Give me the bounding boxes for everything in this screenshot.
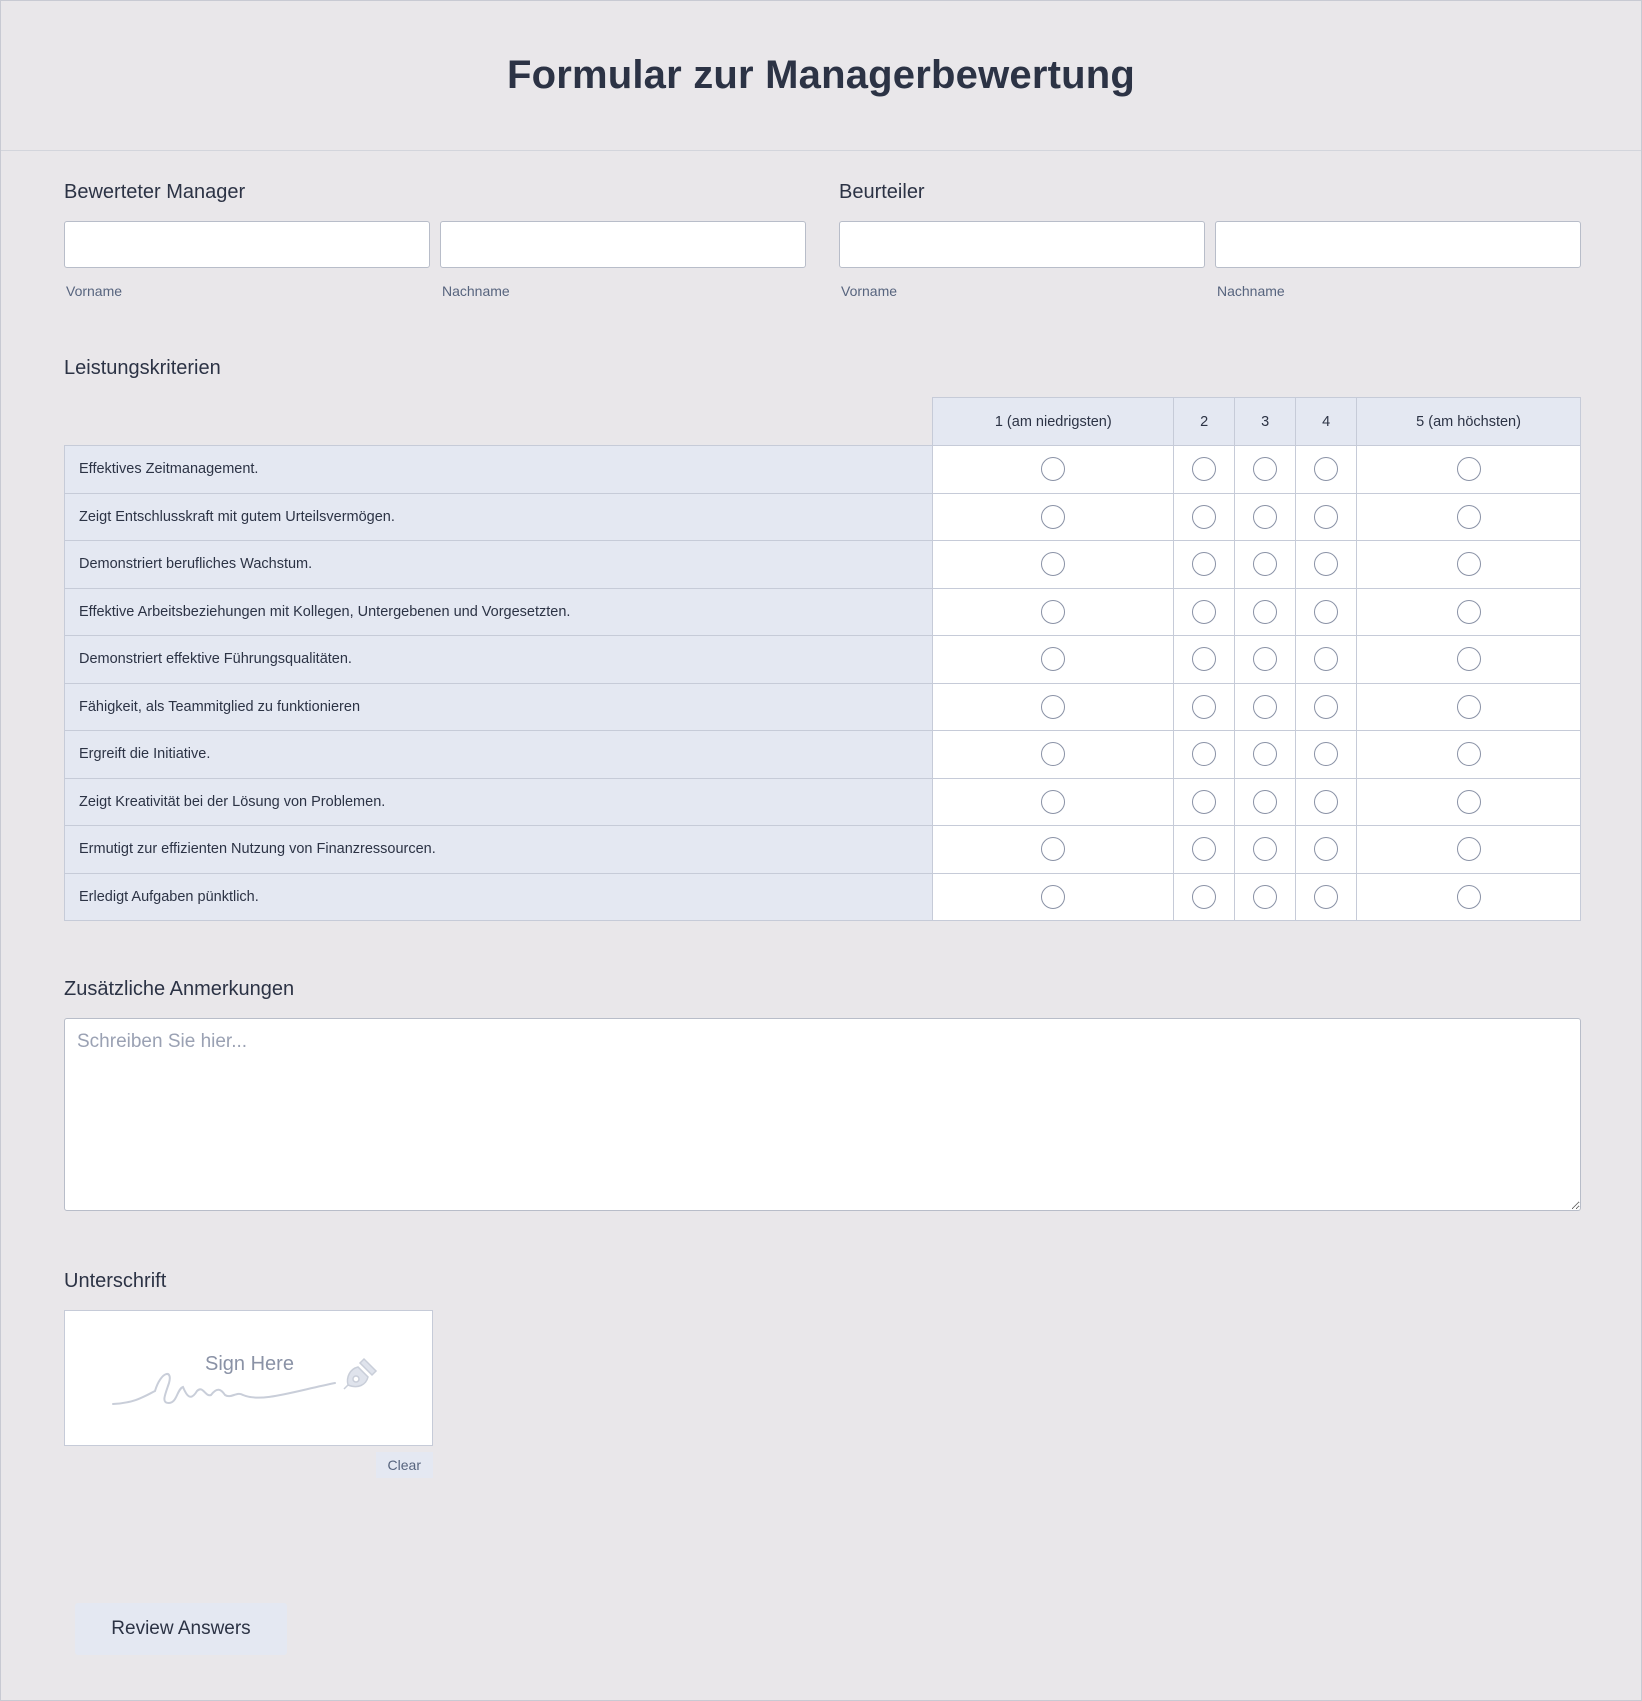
rating-radio[interactable] (1041, 742, 1065, 766)
matrix-row-label: Ermutigt zur effizienten Nutzung von Finanzressourcen. (65, 826, 933, 874)
matrix-cell (1357, 873, 1581, 921)
rating-radio[interactable] (1253, 837, 1277, 861)
matrix-row-label: Zeigt Entschlusskraft mit gutem Urteilsvermögen. (65, 493, 933, 541)
matrix-cell (1174, 778, 1235, 826)
matrix-cell (1174, 873, 1235, 921)
matrix-cell (1235, 636, 1296, 684)
rating-radio[interactable] (1192, 885, 1216, 909)
matrix-row (65, 636, 1581, 684)
matrix-cell (1174, 446, 1235, 494)
matrix-cell (933, 826, 1174, 874)
rating-radio[interactable] (1457, 552, 1481, 576)
rating-radio[interactable] (1192, 647, 1216, 671)
matrix-row-label: Zeigt Kreativität bei der Lösung von Problemen. (65, 778, 933, 826)
matrix-column-header: 4 (1296, 398, 1357, 446)
matrix-row (65, 873, 1581, 921)
matrix-cell (1296, 826, 1357, 874)
rating-radio[interactable] (1192, 695, 1216, 719)
manager-first-name-sublabel: Vorname (66, 283, 123, 299)
matrix-cell (933, 873, 1174, 921)
clear-signature-button[interactable]: Clear (376, 1452, 433, 1478)
matrix-cell (1235, 493, 1296, 541)
matrix-cell (1296, 778, 1357, 826)
rating-radio[interactable] (1457, 695, 1481, 719)
rating-radio[interactable] (1314, 552, 1338, 576)
manager-last-name-sublabel: Nachname (442, 283, 510, 299)
rating-radio[interactable] (1041, 600, 1065, 624)
matrix-cell (933, 636, 1174, 684)
matrix-cell (933, 683, 1174, 731)
rating-radio[interactable] (1253, 505, 1277, 529)
rating-radio[interactable] (1041, 885, 1065, 909)
matrix-cell (1235, 778, 1296, 826)
matrix-cell (1357, 826, 1581, 874)
rating-radio[interactable] (1457, 647, 1481, 671)
rating-radio[interactable] (1041, 552, 1065, 576)
rating-radio[interactable] (1192, 505, 1216, 529)
rating-radio[interactable] (1457, 885, 1481, 909)
pen-nib-icon (338, 1351, 382, 1395)
matrix-cell (933, 778, 1174, 826)
rating-radio[interactable] (1314, 742, 1338, 766)
manager-label: Bewerteter Manager (64, 181, 246, 203)
rating-radio[interactable] (1041, 457, 1065, 481)
form-content (1, 181, 1641, 1478)
rating-radio[interactable] (1314, 505, 1338, 529)
manager-name-group (64, 181, 805, 299)
rating-radio[interactable] (1253, 647, 1277, 671)
signature-label: Unterschrift (64, 1270, 167, 1292)
matrix-cell (1296, 588, 1357, 636)
matrix-row (65, 541, 1581, 589)
reviewer-first-name-input[interactable] (839, 221, 1205, 268)
criteria-label: Leistungskriterien (64, 357, 221, 379)
rating-radio[interactable] (1041, 647, 1065, 671)
matrix-column-header: 5 (am höchsten) (1357, 398, 1581, 446)
matrix-cell (1296, 493, 1357, 541)
reviewer-label: Beurteiler (839, 181, 925, 203)
rating-radio[interactable] (1457, 742, 1481, 766)
rating-radio[interactable] (1041, 695, 1065, 719)
rating-radio[interactable] (1253, 885, 1277, 909)
matrix-cell (933, 588, 1174, 636)
matrix-row-label: Ergreift die Initiative. (65, 731, 933, 779)
form-header (1, 1, 1641, 151)
matrix-row (65, 731, 1581, 779)
rating-radio[interactable] (1041, 505, 1065, 529)
matrix-cell (1235, 541, 1296, 589)
matrix-cell (933, 493, 1174, 541)
reviewer-name-group (839, 181, 1580, 299)
rating-radio[interactable] (1041, 837, 1065, 861)
rating-radio[interactable] (1457, 790, 1481, 814)
manager-last-name-input[interactable] (440, 221, 806, 268)
rating-radio[interactable] (1457, 600, 1481, 624)
names-row (64, 181, 1578, 299)
matrix-cell (1296, 873, 1357, 921)
rating-radio[interactable] (1192, 837, 1216, 861)
rating-radio[interactable] (1253, 600, 1277, 624)
rating-radio[interactable] (1253, 790, 1277, 814)
matrix-column-header: 3 (1235, 398, 1296, 446)
matrix-cell (1174, 541, 1235, 589)
matrix-cell (1357, 446, 1581, 494)
matrix-cell (1357, 493, 1581, 541)
rating-radio[interactable] (1314, 837, 1338, 861)
matrix-row-label: Fähigkeit, als Teammitglied zu funktionieren (65, 683, 933, 731)
matrix-cell (1235, 588, 1296, 636)
matrix-cell (1357, 636, 1581, 684)
matrix-cell (1235, 683, 1296, 731)
signature-pad[interactable] (64, 1310, 433, 1446)
rating-radio[interactable] (1314, 600, 1338, 624)
review-answers-button[interactable]: Review Answers (75, 1603, 287, 1655)
matrix-cell (1174, 493, 1235, 541)
matrix-row-label: Effektive Arbeitsbeziehungen mit Kollegen, Untergebenen und Vorgesetzten. (65, 588, 933, 636)
notes-label: Zusätzliche Anmerkungen (64, 978, 295, 1000)
matrix-row (65, 446, 1581, 494)
matrix-cell (1357, 778, 1581, 826)
matrix-cell (933, 731, 1174, 779)
matrix-cell (1296, 636, 1357, 684)
matrix-cell (933, 541, 1174, 589)
matrix-cell (1357, 588, 1581, 636)
rating-radio[interactable] (1253, 695, 1277, 719)
rating-radio[interactable] (1314, 695, 1338, 719)
rating-radio[interactable] (1314, 790, 1338, 814)
matrix-row-label: Demonstriert effektive Führungsqualitäten. (65, 636, 933, 684)
matrix-cell (1296, 683, 1357, 731)
matrix-cell (1174, 636, 1235, 684)
rating-radio[interactable] (1457, 837, 1481, 861)
rating-radio[interactable] (1192, 552, 1216, 576)
notes-textarea[interactable] (64, 1018, 1581, 1211)
rating-radio[interactable] (1192, 790, 1216, 814)
matrix-header-row (65, 398, 1581, 446)
matrix-column-header: 2 (1174, 398, 1235, 446)
matrix-row (65, 493, 1581, 541)
matrix-row (65, 683, 1581, 731)
matrix-cell (1235, 826, 1296, 874)
matrix-cell (1296, 446, 1357, 494)
matrix-cell (1296, 731, 1357, 779)
matrix-row-label: Erledigt Aufgaben pünktlich. (65, 873, 933, 921)
matrix-column-header: 1 (am niedrigsten) (933, 398, 1174, 446)
reviewer-last-name-sublabel: Nachname (1217, 283, 1285, 299)
matrix-cell (1357, 683, 1581, 731)
matrix-cell (1235, 446, 1296, 494)
matrix-row-label: Demonstriert berufliches Wachstum. (65, 541, 933, 589)
rating-radio[interactable] (1314, 457, 1338, 481)
rating-radio[interactable] (1253, 742, 1277, 766)
matrix-cell (1357, 731, 1581, 779)
rating-radio[interactable] (1041, 790, 1065, 814)
matrix-row (65, 778, 1581, 826)
rating-radio[interactable] (1314, 647, 1338, 671)
matrix-cell (1174, 588, 1235, 636)
matrix-cell (1235, 731, 1296, 779)
matrix-cell (1174, 683, 1235, 731)
rating-radio[interactable] (1192, 457, 1216, 481)
matrix-cell (1357, 541, 1581, 589)
form-title: Formular zur Managerbewertung (506, 53, 1136, 97)
rating-radio[interactable] (1457, 505, 1481, 529)
matrix-cell (1235, 873, 1296, 921)
reviewer-last-name-input[interactable] (1215, 221, 1581, 268)
matrix-cell (1296, 541, 1357, 589)
manager-first-name-input[interactable] (64, 221, 430, 268)
matrix-row (65, 826, 1581, 874)
matrix-cell (933, 446, 1174, 494)
reviewer-first-name-sublabel: Vorname (841, 283, 898, 299)
matrix-corner (65, 398, 933, 446)
matrix-cell (1174, 731, 1235, 779)
rating-radio[interactable] (1253, 457, 1277, 481)
matrix-cell (1174, 826, 1235, 874)
rating-matrix (64, 397, 1581, 921)
rating-radio[interactable] (1192, 600, 1216, 624)
rating-radio[interactable] (1253, 552, 1277, 576)
signature-hint: Sign Here (205, 1353, 294, 1375)
matrix-row-label: Effektives Zeitmanagement. (65, 446, 933, 494)
rating-radio[interactable] (1314, 885, 1338, 909)
rating-radio[interactable] (1192, 742, 1216, 766)
matrix-row (65, 588, 1581, 636)
rating-radio[interactable] (1457, 457, 1481, 481)
